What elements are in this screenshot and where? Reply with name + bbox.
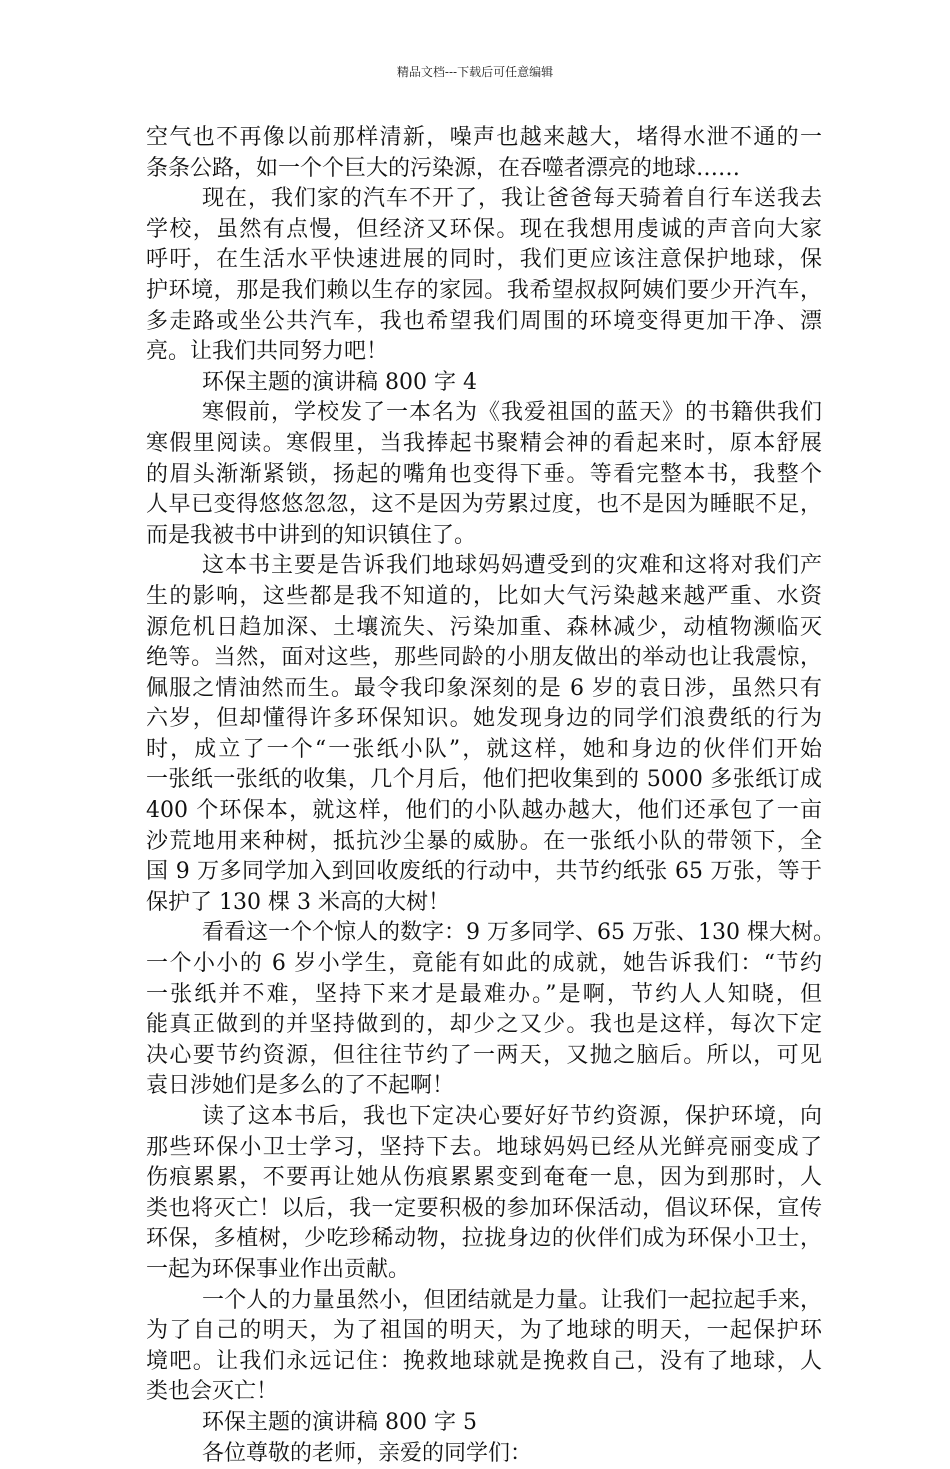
text-line: 伤痕累累，不要再让她从伤痕累累变到奄奄一息，因为到那时，人 [146, 1165, 822, 1191]
text-line: 一张纸一张纸的收集，几个月后，他们把收集到的 5000 多张纸订成 [146, 767, 822, 793]
text-line: 生的影响，这些都是我不知道的，比如大气污染越来越严重、水资 [146, 583, 822, 609]
text-line: 而是我被书中讲到的知识镇住了。 [146, 522, 477, 548]
text-line: 类也会灭亡！ [146, 1379, 279, 1405]
page-header: 精品文档---下载后可任意编辑 [396, 65, 554, 79]
section-heading: 环保主题的演讲稿 800 字 4 [202, 369, 477, 395]
text-line: 400 个环保本，就这样，他们的小队越办越大，他们还承包了一亩 [146, 798, 822, 824]
text-line: 多走路或坐公共汽车，我也希望我们周围的环境变得更加干净、漂 [146, 308, 822, 334]
text-line: 寒假前，学校发了一本名为《我爱祖国的蓝天》的书籍供我们 [202, 400, 822, 426]
text-line: 沙荒地用来种树，抵抗沙尘暴的威胁。在一张纸小队的带领下，全 [146, 828, 822, 854]
text-line: 一个小小的 6 岁小学生，竟能有如此的成就，她告诉我们：“节约 [146, 951, 822, 977]
section-heading: 环保主题的演讲稿 800 字 5 [202, 1409, 477, 1435]
text-line: 呼吁，在生活水平快速进展的同时，我们更应该注意保护地球，保 [146, 247, 822, 273]
text-line: 国 9 万多同学加入到回收废纸的行动中，共节约纸张 65 万张，等于 [146, 859, 822, 885]
text-line: 佩服之情油然而生。最令我印象深刻的是 6 岁的袁日涉，虽然只有 [146, 675, 822, 701]
text-line: 一张纸并不难，坚持下来才是最难办。”是啊，节约人人知晓，但 [146, 981, 822, 1007]
text-line: 现在，我们家的汽车不开了，我让爸爸每天骑着自行车送我去 [202, 186, 822, 212]
text-line: 源危机日趋加深、土壤流失、污染加重、森林减少，动植物濒临灭 [146, 614, 822, 640]
text-line: 类也将灭亡！以后，我一定要积极的参加环保活动，倡议环保，宣传 [146, 1195, 822, 1221]
text-line: 能真正做到的并坚持做到的，却少之又少。我也是这样，每次下定 [146, 1012, 822, 1038]
text-line: 寒假里阅读。寒假里，当我捧起书聚精会神的看起来时，原本舒展 [146, 430, 822, 456]
text-line: 空气也不再像以前那样清新，噪声也越来越大，堵得水泄不通的一 [146, 125, 822, 150]
text-line: 亮。让我们共同努力吧！ [146, 339, 389, 365]
text-line: 看看这一个个惊人的数字：9 万多同学、65 万张、130 棵大树。 [202, 920, 835, 946]
text-line: 学校，虽然有点慢，但经济又环保。现在我想用虔诚的声音向大家 [146, 216, 822, 242]
text-line: 袁日涉她们是多么的了不起啊！ [146, 1073, 455, 1099]
text-line: 人早已变得悠悠忽忽，这不是因为劳累过度，也不是因为睡眠不足， [146, 492, 822, 518]
text-line: 决心要节约资源，但往往节约了一两天，又抛之脑后。所以，可见 [146, 1042, 822, 1068]
text-line: 读了这本书后，我也下定决心要好好节约资源，保护环境，向 [202, 1104, 822, 1129]
text-line: 这本书主要是告诉我们地球妈妈遭受到的灾难和这将对我们产 [202, 553, 822, 579]
text-line: 时，成立了一个“一张纸小队”，就这样，她和身边的伙伴们开始 [146, 736, 822, 762]
text-line: 环保，多植树，少吃珍稀动物，拉拢身边的伙伴们成为环保小卫士， [146, 1226, 822, 1252]
text-line: 各位尊敬的老师，亲爱的同学们： [202, 1440, 533, 1466]
text-line: 一起为环保事业作出贡献。 [146, 1256, 411, 1282]
text-line: 绝等。当然，面对这些，那些同龄的小朋友做出的举动也让我震惊， [146, 645, 822, 671]
text-line: 六岁，但却懂得许多环保知识。她发现身边的同学们浪费纸的行为 [146, 706, 822, 732]
text-line: 那些环保小卫士学习，坚持下去。地球妈妈已经从光鲜亮丽变成了 [146, 1134, 822, 1160]
text-line: 条条公路，如一个个巨大的污染源，在吞噬者漂亮的地球…… [146, 155, 741, 181]
text-line: 保护了 130 棵 3 米高的大树！ [146, 889, 450, 915]
text-line: 为了自己的明天，为了祖国的明天，为了地球的明天，一起保护环 [146, 1318, 822, 1344]
text-line: 境吧。让我们永远记住：挽救地球就是挽救自己，没有了地球，人 [146, 1348, 822, 1374]
text-line: 一个人的力量虽然小，但团结就是力量。让我们一起拉起手来， [202, 1287, 822, 1313]
document-body [146, 123, 835, 1469]
text-line: 的眉头渐渐紧锁，扬起的嘴角也变得下垂。等看完整本书，我整个 [146, 461, 822, 487]
text-line: 护环境，那是我们赖以生存的家园。我希望叔叔阿姨们要少开汽车， [146, 277, 822, 303]
